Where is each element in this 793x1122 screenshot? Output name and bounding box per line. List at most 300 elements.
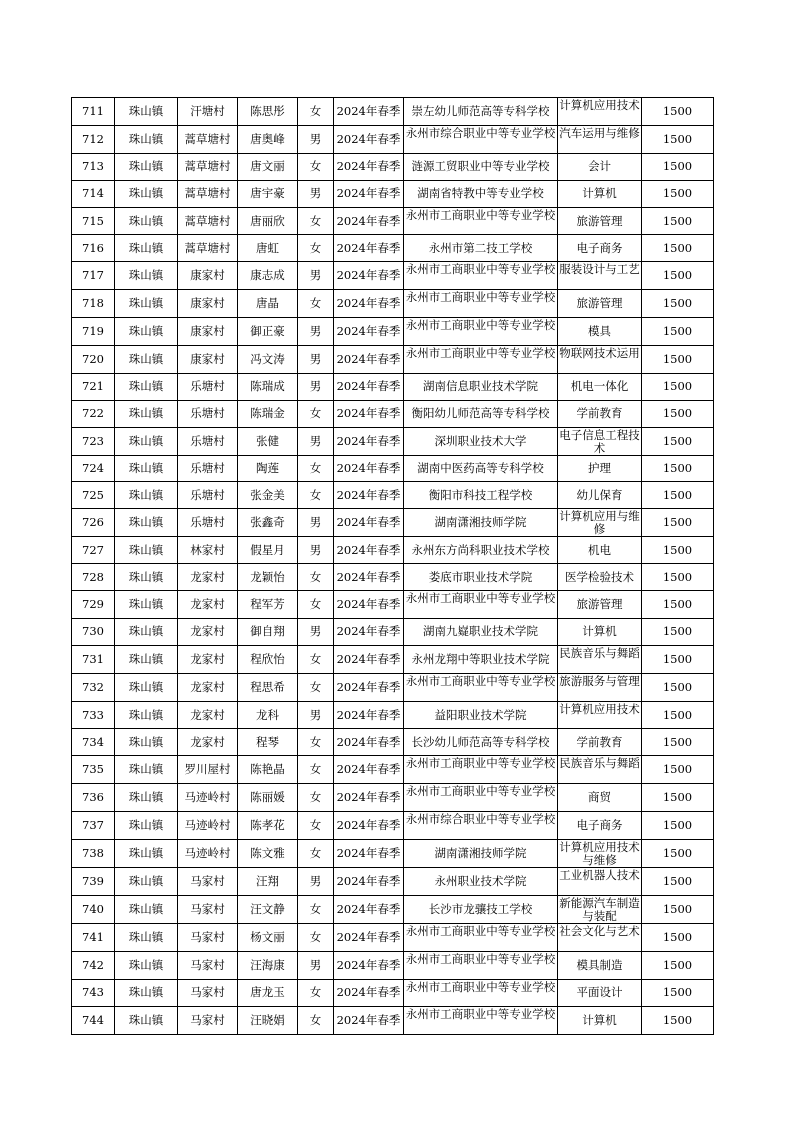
student-name-cell <box>238 951 298 979</box>
row-number-cell <box>72 1007 115 1035</box>
gender-text: 女 <box>309 762 322 777</box>
town-text: 珠山镇 <box>128 296 164 311</box>
student-name-cell <box>238 618 298 645</box>
gender-cell <box>298 455 334 482</box>
row-number-text: 732 <box>82 679 104 694</box>
village-text: 龙家村 <box>190 596 225 611</box>
gender-text: 女 <box>309 487 322 502</box>
amount-text: 1500 <box>662 569 693 584</box>
gender-text: 女 <box>309 296 322 311</box>
gender-cell <box>298 645 334 673</box>
gender-text: 男 <box>309 624 322 639</box>
student-name-text: 陈瑞金 <box>250 406 285 421</box>
village-text: 马家村 <box>190 1013 225 1028</box>
amount-cell <box>642 180 714 207</box>
semester-text: 2024年春季 <box>336 186 401 201</box>
major-text: 医学检验技术 <box>565 569 634 584</box>
town-text: 珠山镇 <box>128 651 164 666</box>
table-row <box>72 923 714 951</box>
student-name-text: 唐奥峰 <box>250 131 285 146</box>
major-text: 平面设计 <box>576 985 623 1000</box>
major-cell <box>558 207 642 235</box>
gender-cell <box>298 784 334 812</box>
student-name-text: 唐晶 <box>256 296 279 311</box>
school-text: 湖南潇湘技师学院 <box>434 515 527 530</box>
row-number-cell <box>72 373 115 400</box>
village-cell <box>178 729 238 756</box>
row-number-text: 712 <box>82 131 104 146</box>
school-text: 湖南潇湘技师学院 <box>434 845 527 860</box>
major-text: 工业机器人技术 <box>559 868 640 882</box>
major-cell <box>558 591 642 619</box>
student-name-cell <box>238 645 298 673</box>
town-cell <box>115 400 178 427</box>
major-cell <box>558 784 642 812</box>
student-name-cell <box>238 207 298 235</box>
student-name-text: 陈孝花 <box>250 818 285 833</box>
amount-cell <box>642 701 714 729</box>
student-name-cell <box>238 729 298 756</box>
village-cell <box>178 98 238 126</box>
gender-text: 男 <box>309 433 322 448</box>
gender-cell <box>298 400 334 427</box>
semester-cell <box>334 235 404 262</box>
amount-text: 1500 <box>662 762 693 777</box>
amount-cell <box>642 262 714 290</box>
amount-text: 1500 <box>662 324 693 339</box>
town-cell <box>115 923 178 951</box>
amount-cell <box>642 840 714 868</box>
town-text: 珠山镇 <box>128 901 164 916</box>
school-cell <box>404 812 558 840</box>
town-text: 珠山镇 <box>128 268 164 283</box>
town-text: 珠山镇 <box>128 103 164 118</box>
table-row <box>72 645 714 673</box>
row-number-text: 742 <box>82 957 104 972</box>
major-cell <box>558 482 642 509</box>
amount-text: 1500 <box>662 845 693 860</box>
amount-cell <box>642 455 714 482</box>
student-name-cell <box>238 537 298 564</box>
student-name-text: 杨文丽 <box>250 929 285 944</box>
gender-text: 女 <box>309 213 322 228</box>
student-name-cell <box>238 840 298 868</box>
school-cell <box>404 537 558 564</box>
table-row <box>72 701 714 729</box>
table-row <box>72 427 714 455</box>
school-text: 永州市工商职业中等专业学校 <box>405 291 556 305</box>
semester-cell <box>334 207 404 235</box>
amount-cell <box>642 207 714 235</box>
amount-cell <box>642 756 714 784</box>
student-name-text: 张金美 <box>250 487 285 502</box>
village-cell <box>178 812 238 840</box>
school-cell <box>404 235 558 262</box>
major-cell <box>558 373 642 400</box>
town-text: 珠山镇 <box>128 159 164 174</box>
major-cell <box>558 537 642 564</box>
row-number-text: 721 <box>82 379 104 394</box>
row-number-cell <box>72 784 115 812</box>
town-text: 珠山镇 <box>128 873 164 888</box>
village-text: 蒿草塘村 <box>184 186 231 201</box>
table-row <box>72 784 714 812</box>
town-text: 珠山镇 <box>128 929 164 944</box>
major-cell <box>558 180 642 207</box>
major-cell <box>558 840 642 868</box>
town-text: 珠山镇 <box>128 487 164 502</box>
semester-text: 2024年春季 <box>336 790 401 805</box>
gender-text: 女 <box>309 596 322 611</box>
gender-cell <box>298 895 334 923</box>
village-text: 乐塘村 <box>190 487 225 502</box>
amount-text: 1500 <box>662 818 693 833</box>
row-number-cell <box>72 673 115 701</box>
row-number-cell <box>72 564 115 591</box>
town-cell <box>115 673 178 701</box>
village-cell <box>178 455 238 482</box>
row-number-cell <box>72 400 115 427</box>
major-text: 机电 <box>588 542 611 557</box>
major-cell <box>558 564 642 591</box>
amount-text: 1500 <box>662 186 693 201</box>
major-cell <box>558 756 642 784</box>
table-row <box>72 455 714 482</box>
row-number-text: 714 <box>82 186 104 201</box>
semester-cell <box>334 673 404 701</box>
major-text: 学前教育 <box>576 406 623 421</box>
school-cell <box>404 951 558 979</box>
semester-text: 2024年春季 <box>336 845 401 860</box>
semester-cell <box>334 509 404 537</box>
semester-text: 2024年春季 <box>336 818 401 833</box>
village-cell <box>178 895 238 923</box>
major-text: 计算机应用技术与维修 <box>559 841 640 867</box>
amount-text: 1500 <box>662 734 693 749</box>
student-name-cell <box>238 1007 298 1035</box>
amount-cell <box>642 784 714 812</box>
major-cell <box>558 509 642 537</box>
school-cell <box>404 673 558 701</box>
town-text: 珠山镇 <box>128 679 164 694</box>
village-text: 马家村 <box>190 985 225 1000</box>
table-row <box>72 290 714 318</box>
gender-text: 女 <box>309 679 322 694</box>
school-cell <box>404 618 558 645</box>
village-text: 康家村 <box>190 268 225 283</box>
town-cell <box>115 98 178 126</box>
major-text: 计算机应用技术 <box>559 99 640 112</box>
semester-cell <box>334 756 404 784</box>
major-cell <box>558 235 642 262</box>
semester-text: 2024年春季 <box>336 734 401 749</box>
school-cell <box>404 979 558 1007</box>
village-text: 龙家村 <box>190 707 225 722</box>
gender-cell <box>298 235 334 262</box>
major-text: 旅游管理 <box>576 296 623 311</box>
student-name-text: 程琴 <box>256 734 279 749</box>
gender-cell <box>298 346 334 374</box>
school-text: 永州龙翔中等职业技术学院 <box>411 651 550 666</box>
semester-cell <box>334 591 404 619</box>
town-cell <box>115 979 178 1007</box>
table-row <box>72 840 714 868</box>
table-row <box>72 509 714 537</box>
student-name-cell <box>238 701 298 729</box>
school-cell <box>404 346 558 374</box>
amount-cell <box>642 812 714 840</box>
town-cell <box>115 756 178 784</box>
village-text: 龙家村 <box>190 624 225 639</box>
school-text: 湖南中医药高等专科学校 <box>417 461 544 476</box>
student-subsidy-table <box>71 97 714 1035</box>
gender-cell <box>298 564 334 591</box>
major-text: 物联网技术运用 <box>559 347 640 361</box>
amount-cell <box>642 482 714 509</box>
table-row <box>72 98 714 126</box>
village-text: 汗塘村 <box>190 103 225 118</box>
amount-cell <box>642 537 714 564</box>
gender-text: 男 <box>309 542 322 557</box>
table-row <box>72 153 714 180</box>
amount-cell <box>642 923 714 951</box>
student-name-cell <box>238 346 298 374</box>
village-cell <box>178 482 238 509</box>
row-number-cell <box>72 840 115 868</box>
semester-cell <box>334 262 404 290</box>
semester-text: 2024年春季 <box>336 596 401 611</box>
student-name-text: 唐文丽 <box>250 159 285 174</box>
major-text: 民族音乐与舞蹈 <box>559 757 640 771</box>
town-text: 珠山镇 <box>128 985 164 1000</box>
gender-cell <box>298 482 334 509</box>
town-text: 珠山镇 <box>128 845 164 860</box>
gender-text: 女 <box>309 159 322 174</box>
table-row <box>72 951 714 979</box>
semester-text: 2024年春季 <box>336 406 401 421</box>
student-name-text: 陈丽媛 <box>250 790 285 805</box>
town-cell <box>115 840 178 868</box>
table-row <box>72 673 714 701</box>
gender-cell <box>298 509 334 537</box>
table-row <box>72 591 714 619</box>
village-text: 马迹岭村 <box>184 845 231 860</box>
town-text: 珠山镇 <box>128 324 164 339</box>
gender-cell <box>298 427 334 455</box>
row-number-text: 723 <box>82 433 104 448</box>
school-cell <box>404 400 558 427</box>
village-text: 罗川屋村 <box>184 762 231 777</box>
town-text: 珠山镇 <box>128 433 164 448</box>
school-cell <box>404 784 558 812</box>
student-name-text: 陈瑞成 <box>250 379 285 394</box>
town-cell <box>115 1007 178 1035</box>
village-cell <box>178 645 238 673</box>
semester-cell <box>334 290 404 318</box>
town-text: 珠山镇 <box>128 707 164 722</box>
amount-cell <box>642 564 714 591</box>
village-text: 马迹岭村 <box>184 790 231 805</box>
village-text: 乐塘村 <box>190 379 225 394</box>
gender-text: 男 <box>309 268 322 283</box>
village-text: 蒿草塘村 <box>184 240 231 255</box>
semester-cell <box>334 923 404 951</box>
school-cell <box>404 509 558 537</box>
gender-text: 男 <box>309 351 322 366</box>
student-name-text: 龙科 <box>256 707 279 722</box>
school-text: 永州市工商职业中等专业学校 <box>405 757 556 771</box>
village-cell <box>178 618 238 645</box>
semester-text: 2024年春季 <box>336 651 401 666</box>
row-number-text: 727 <box>82 542 104 557</box>
amount-text: 1500 <box>662 131 693 146</box>
amount-cell <box>642 591 714 619</box>
student-name-text: 假星月 <box>250 542 285 557</box>
row-number-cell <box>72 318 115 346</box>
amount-cell <box>642 125 714 153</box>
school-cell <box>404 373 558 400</box>
school-cell <box>404 895 558 923</box>
town-text: 珠山镇 <box>128 957 164 972</box>
gender-cell <box>298 673 334 701</box>
village-cell <box>178 207 238 235</box>
school-text: 永州市工商职业中等专业学校 <box>405 347 556 361</box>
town-cell <box>115 729 178 756</box>
town-cell <box>115 591 178 619</box>
school-text: 永州市工商职业中等专业学校 <box>405 319 556 333</box>
student-name-text: 汪晓娟 <box>250 1013 285 1028</box>
major-cell <box>558 1007 642 1035</box>
gender-cell <box>298 951 334 979</box>
major-text: 计算机 <box>582 186 617 201</box>
village-text: 康家村 <box>190 324 225 339</box>
student-name-cell <box>238 923 298 951</box>
town-cell <box>115 951 178 979</box>
student-name-text: 御正豪 <box>250 324 285 339</box>
gender-cell <box>298 1007 334 1035</box>
major-cell <box>558 701 642 729</box>
student-name-text: 唐龙玉 <box>250 985 285 1000</box>
student-name-text: 唐虹 <box>256 240 279 255</box>
amount-text: 1500 <box>662 515 693 530</box>
town-text: 珠山镇 <box>128 131 164 146</box>
gender-text: 男 <box>309 515 322 530</box>
student-name-text: 张健 <box>256 433 279 448</box>
student-name-cell <box>238 318 298 346</box>
student-name-cell <box>238 235 298 262</box>
major-text: 旅游管理 <box>576 596 623 611</box>
semester-text: 2024年春季 <box>336 240 401 255</box>
semester-text: 2024年春季 <box>336 351 401 366</box>
table-row <box>72 867 714 895</box>
major-text: 幼儿保育 <box>576 487 623 502</box>
student-name-cell <box>238 455 298 482</box>
student-name-cell <box>238 509 298 537</box>
row-number-cell <box>72 262 115 290</box>
amount-cell <box>642 509 714 537</box>
student-name-text: 冯文涛 <box>250 351 285 366</box>
village-cell <box>178 591 238 619</box>
semester-cell <box>334 455 404 482</box>
school-text: 永州东方尚科职业技术学校 <box>411 542 550 557</box>
village-cell <box>178 318 238 346</box>
school-cell <box>404 125 558 153</box>
student-name-text: 汪翔 <box>256 873 279 888</box>
school-text: 永州市工商职业中等专业学校 <box>405 674 556 688</box>
town-text: 珠山镇 <box>128 762 164 777</box>
semester-text: 2024年春季 <box>336 901 401 916</box>
town-text: 珠山镇 <box>128 624 164 639</box>
amount-text: 1500 <box>662 542 693 557</box>
village-cell <box>178 673 238 701</box>
row-number-cell <box>72 923 115 951</box>
row-number-text: 719 <box>82 324 104 339</box>
village-text: 龙家村 <box>190 651 225 666</box>
major-cell <box>558 290 642 318</box>
student-name-text: 御自翔 <box>250 624 285 639</box>
amount-text: 1500 <box>662 406 693 421</box>
school-text: 永州市工商职业中等专业学校 <box>405 208 556 222</box>
table-row <box>72 235 714 262</box>
gender-cell <box>298 840 334 868</box>
semester-text: 2024年春季 <box>336 929 401 944</box>
amount-cell <box>642 867 714 895</box>
semester-text: 2024年春季 <box>336 131 401 146</box>
student-name-cell <box>238 979 298 1007</box>
school-text: 湖南省特教中等专业学校 <box>417 186 544 201</box>
school-text: 衡阳幼儿师范高等专科学校 <box>411 406 550 421</box>
table-row <box>72 482 714 509</box>
school-cell <box>404 318 558 346</box>
student-name-text: 康志成 <box>250 268 285 283</box>
village-text: 乐塘村 <box>190 433 225 448</box>
semester-cell <box>334 482 404 509</box>
row-number-text: 730 <box>82 624 104 639</box>
town-text: 珠山镇 <box>128 186 164 201</box>
school-text: 永州市工商职业中等专业学校 <box>405 263 556 277</box>
village-cell <box>178 180 238 207</box>
village-text: 康家村 <box>190 296 225 311</box>
major-cell <box>558 153 642 180</box>
student-name-cell <box>238 262 298 290</box>
student-name-cell <box>238 125 298 153</box>
village-cell <box>178 346 238 374</box>
amount-text: 1500 <box>662 929 693 944</box>
village-text: 乐塘村 <box>190 461 225 476</box>
major-text: 计算机应用技术 <box>559 702 640 716</box>
row-number-text: 729 <box>82 596 104 611</box>
school-cell <box>404 207 558 235</box>
row-number-cell <box>72 482 115 509</box>
table-row <box>72 180 714 207</box>
row-number-cell <box>72 729 115 756</box>
town-text: 珠山镇 <box>128 515 164 530</box>
major-text: 模具 <box>588 324 611 339</box>
amount-text: 1500 <box>662 651 693 666</box>
row-number-text: 743 <box>82 985 104 1000</box>
table-row <box>72 895 714 923</box>
row-number-text: 718 <box>82 296 104 311</box>
town-cell <box>115 645 178 673</box>
amount-cell <box>642 1007 714 1035</box>
semester-text: 2024年春季 <box>336 1013 401 1028</box>
gender-cell <box>298 262 334 290</box>
village-text: 马家村 <box>190 873 225 888</box>
town-text: 珠山镇 <box>128 461 164 476</box>
town-text: 珠山镇 <box>128 790 164 805</box>
village-cell <box>178 262 238 290</box>
major-text: 旅游管理 <box>576 213 623 228</box>
